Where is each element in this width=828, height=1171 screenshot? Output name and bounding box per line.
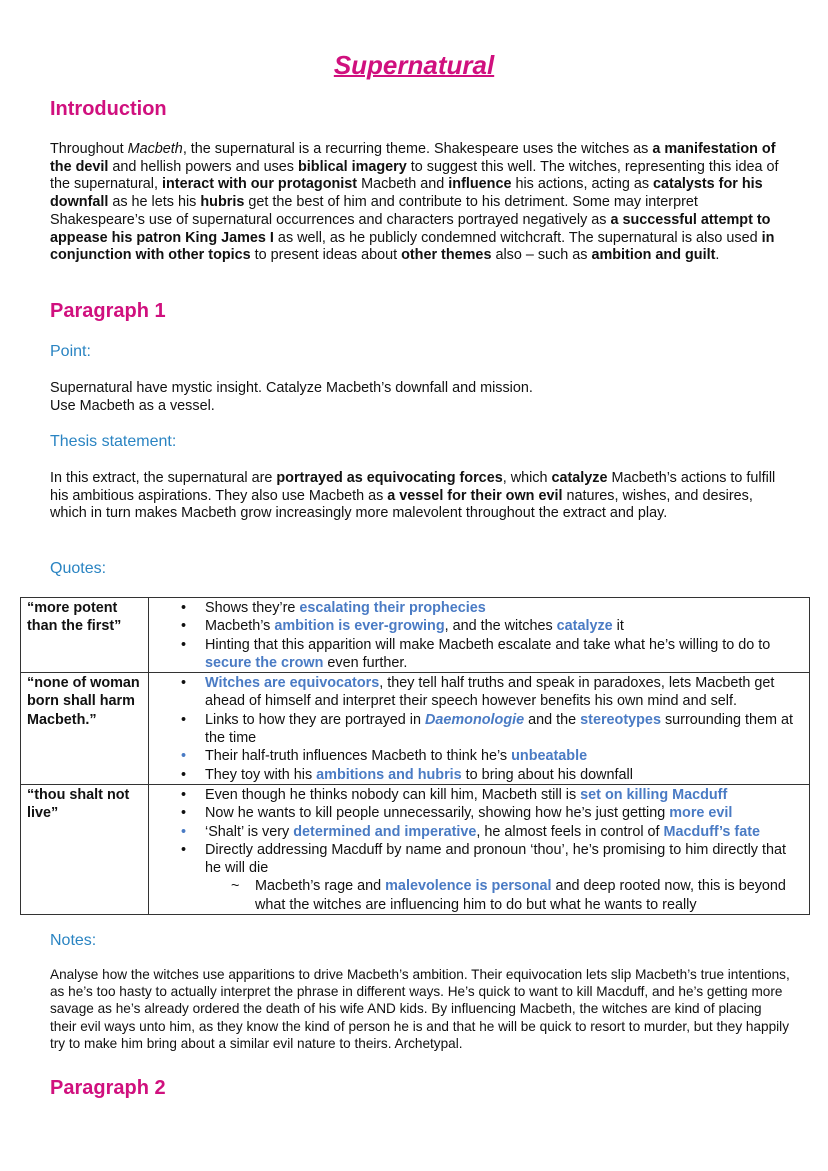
label-point: Point:	[50, 343, 91, 360]
thesis-text: In this extract, the supernatural are portrayed as equivocating forces, which catalyze Macbeth’s actions to fulfill his ambitious aspirations. They also use Macbeth as a vessel for their own evil natures, wishes, and desires, which in turn makes Macbeth grow increasingly more malevolent throughout the extract and play.	[50, 470, 776, 522]
analysis-point: • Hinting that this apparition will make Macbeth escalate and take what he’s willing to do to secure the crown even further.	[191, 636, 803, 673]
document-title: Supernatural	[333, 50, 495, 80]
point-text	[50, 380, 785, 415]
heading-paragraph-2: Paragraph 2	[50, 1077, 166, 1099]
label-quotes: Quotes:	[50, 560, 107, 577]
analysis-point: • Their half-truth influences Macbeth to think he’s unbeatable	[191, 747, 803, 765]
label-thesis-statement: Thesis statement:	[50, 433, 177, 450]
analysis-point: • ‘Shalt’ is very determined and imperative, he almost feels in control of Macduff’s fate	[191, 823, 803, 841]
quote-analysis	[149, 784, 810, 914]
analysis-point: • Even though he thinks nobody can kill him, Macbeth still is set on killing Macduff	[191, 786, 803, 804]
quote-text: “none of woman born shall harm Macbeth.”	[21, 673, 149, 785]
quote-text: “thou shalt not live”	[21, 784, 149, 914]
quotes-table	[20, 597, 810, 915]
point-line-2: Use Macbeth as a vessel.	[50, 397, 215, 414]
notes-text: Analyse how the witches use apparitions to drive Macbeth’s ambition. Their equivocation lets slip Macbeth’s true intentions, as he’s too hasty to actually interpret the phrase in different ways. He’s quick to want to kill Macduff, and he’s getting more savage as he’s already ordered the death of his wife AND kids. By influencing Macbeth, the witches are kind of placing their evil ways unto him, as they know the kind of person he is and that he will be quick to resort to murder, but they happily try to make him bring about a similar evil nature to theirs. Archetypal.	[50, 967, 790, 1051]
quote-analysis	[149, 598, 810, 673]
quote-analysis	[149, 673, 810, 785]
analysis-point: • Directly addressing Macduff by name and pronoun ‘thou’, he’s promising to him directly that he will die	[191, 841, 803, 878]
heading-paragraph-1: Paragraph 1	[50, 300, 166, 322]
quote-row	[21, 598, 810, 673]
quote-text: “more potent than the first”	[21, 598, 149, 673]
analysis-point: • They toy with his ambitions and hubris to bring about his downfall	[191, 766, 803, 784]
analysis-point: • Macbeth’s ambition is ever-growing, and the witches catalyze it	[191, 617, 803, 635]
quote-row	[21, 784, 810, 914]
quote-row	[21, 673, 810, 785]
analysis-subpoint: ~ Macbeth’s rage and malevolence is personal and deep rooted now, this is beyond what the witches are influencing him to do but what he wants to really	[241, 877, 803, 914]
analysis-point: • Shows they’re escalating their prophecies	[191, 599, 803, 617]
introduction-text: Throughout Macbeth, the supernatural is a recurring theme. Shakespeare uses the witches as a manifestation of the devil and hellish powers and uses biblical imagery to suggest this well. The witches, representing this idea of the supernatural, interact with our protagonist Macbeth and influence his actions, acting as catalysts for his downfall as he lets his hubris get the best of him and contribute to his detriment. Some may interpret Shakespeare’s use of supernatural occurrences and characters portrayed negatively as a successful attempt to appease his patron King James I as well, as he publicly condemned witchcraft. The supernatural is also used in conjunction with other topics to present ideas about other themes also – such as ambition and guilt.	[50, 141, 779, 264]
analysis-point: • Witches are equivocators, they tell half truths and speak in paradoxes, lets Macbeth get ahead of himself and interpret their speech however benefits his own mind and self.	[191, 674, 803, 711]
analysis-point: • Now he wants to kill people unnecessarily, showing how he’s just getting more evil	[191, 804, 803, 822]
point-line-1: Supernatural have mystic insight. Catalyze Macbeth’s downfall and mission.	[50, 380, 533, 396]
label-notes: Notes:	[50, 932, 97, 949]
heading-introduction: Introduction	[50, 98, 167, 120]
analysis-point: • Links to how they are portrayed in Daemonologie and the stereotypes surrounding them at the time	[191, 711, 803, 748]
